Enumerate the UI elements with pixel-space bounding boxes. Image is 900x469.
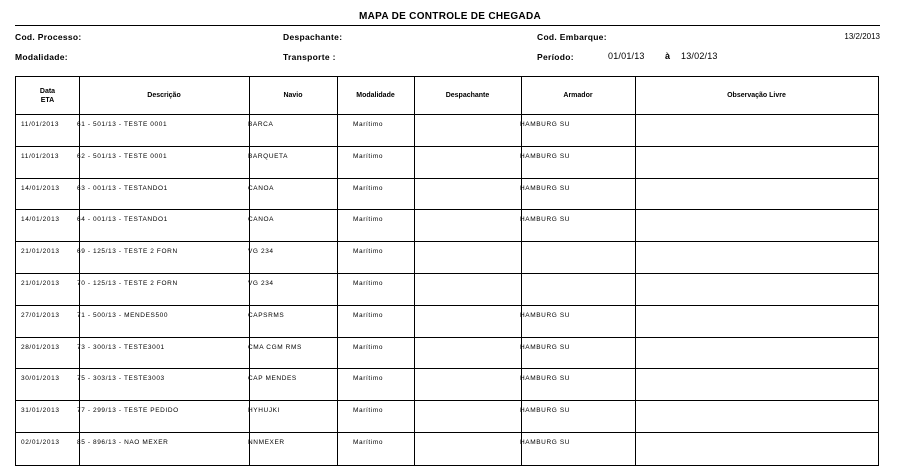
transporte-label: Transporte :: [283, 52, 336, 62]
cell-navio: CANOA: [248, 185, 275, 192]
cell-descricao: 62 - 501/13 - TESTE 0001: [77, 153, 168, 160]
column-divider: [337, 77, 338, 465]
cell-data-eta: 31/01/2013: [21, 407, 60, 414]
row-divider: [16, 432, 878, 433]
cell-modalidade: Marítimo: [353, 153, 384, 160]
periodo-inicio: 01/01/13: [608, 51, 645, 61]
cell-descricao: 77 - 299/13 - TESTE PEDIDO: [77, 407, 179, 414]
header-data-eta-line2: ETA: [40, 96, 55, 104]
cell-armador: HAMBURG SU: [520, 121, 571, 128]
cell-navio: VG 234: [248, 248, 274, 255]
header-modalidade: Modalidade: [356, 92, 395, 99]
cell-navio: HYHUJKI: [248, 407, 281, 414]
cell-modalidade: Marítimo: [353, 216, 384, 223]
row-divider: [16, 368, 878, 369]
cell-modalidade: Marítimo: [353, 407, 384, 414]
modalidade-filter-label: Modalidade:: [15, 52, 68, 62]
cell-armador: HAMBURG SU: [520, 312, 571, 319]
cell-data-eta: 02/01/2013: [21, 439, 60, 446]
row-divider: [16, 241, 878, 242]
cell-data-eta: 14/01/2013: [21, 216, 60, 223]
cell-navio: CAP MENDES: [248, 375, 297, 382]
cell-armador: HAMBURG SU: [520, 216, 571, 223]
row-divider: [16, 337, 878, 338]
cell-descricao: 75 - 303/13 - TESTE3003: [77, 375, 165, 382]
cell-navio: CAPSRMS: [248, 312, 285, 319]
cell-modalidade: Marítimo: [353, 344, 384, 351]
header-data-eta: [16, 77, 79, 114]
title-divider: [15, 25, 880, 26]
periodo-fim: 13/02/13: [681, 51, 718, 61]
cell-descricao: 73 - 300/13 - TESTE3001: [77, 344, 165, 351]
cell-data-eta: 21/01/2013: [21, 248, 60, 255]
header-observacao: Observação Livre: [727, 92, 786, 99]
cell-navio: BARQUETA: [248, 153, 289, 160]
row-divider: [16, 400, 878, 401]
row-divider: [16, 305, 878, 306]
cell-modalidade: Marítimo: [353, 375, 384, 382]
cell-data-eta: 30/01/2013: [21, 375, 60, 382]
header-armador: Armador: [563, 92, 593, 99]
row-divider: [16, 209, 878, 210]
cell-navio: BARCA: [248, 121, 274, 128]
cell-data-eta: 21/01/2013: [21, 280, 60, 287]
cell-modalidade: Marítimo: [353, 248, 384, 255]
cell-armador: HAMBURG SU: [520, 375, 571, 382]
column-divider: [635, 77, 636, 465]
cell-modalidade: Marítimo: [353, 121, 384, 128]
cell-descricao: 61 - 501/13 - TESTE 0001: [77, 121, 168, 128]
cell-armador: HAMBURG SU: [520, 153, 571, 160]
cell-descricao: 85 - 896/13 - NAO MEXER: [77, 439, 169, 446]
header-navio: Navio: [283, 92, 303, 99]
column-divider: [414, 77, 415, 465]
cell-modalidade: Marítimo: [353, 439, 384, 446]
cell-descricao: 64 - 001/13 - TESTANDO1: [77, 216, 168, 223]
cell-data-eta: 27/01/2013: [21, 312, 60, 319]
cell-descricao: 70 - 125/13 - TESTE 2 FORN: [77, 280, 178, 287]
cell-armador: HAMBURG SU: [520, 439, 571, 446]
cell-armador: HAMBURG SU: [520, 185, 571, 192]
cell-navio: CMA CGM RMS: [248, 344, 302, 351]
header-data-eta-line1: Data: [39, 87, 56, 95]
header-descricao: Descrição: [147, 92, 181, 99]
row-divider: [16, 178, 878, 179]
cell-armador: HAMBURG SU: [520, 407, 571, 414]
header-divider: [16, 114, 878, 115]
cod-embarque-label: Cod. Embarque:: [537, 32, 607, 42]
despachante-filter-label: Despachante:: [283, 32, 343, 42]
cell-modalidade: Marítimo: [353, 280, 384, 287]
header-despachante: Despachante: [445, 92, 490, 99]
cell-navio: CANOA: [248, 216, 275, 223]
cell-modalidade: Marítimo: [353, 312, 384, 319]
cell-armador: HAMBURG SU: [520, 344, 571, 351]
cell-navio: VG 234: [248, 280, 274, 287]
report-title: MAPA DE CONTROLE DE CHEGADA: [359, 11, 541, 22]
cell-data-eta: 11/01/2013: [21, 153, 60, 160]
cell-data-eta: 28/01/2013: [21, 344, 60, 351]
row-divider: [16, 146, 878, 147]
arrival-table: [15, 76, 879, 466]
periodo-label: Período:: [537, 52, 574, 62]
row-divider: [16, 273, 878, 274]
cell-data-eta: 11/01/2013: [21, 121, 60, 128]
cell-descricao: 69 - 125/13 - TESTE 2 FORN: [77, 248, 178, 255]
cell-modalidade: Marítimo: [353, 185, 384, 192]
print-date: 13/2/2013: [844, 32, 880, 41]
periodo-separator: à: [665, 51, 671, 61]
cell-descricao: 71 - 500/13 - MENDES500: [77, 312, 169, 319]
cell-data-eta: 14/01/2013: [21, 185, 60, 192]
cell-descricao: 63 - 001/13 - TESTANDO1: [77, 185, 168, 192]
cod-processo-label: Cod. Processo:: [15, 32, 82, 42]
cell-navio: NNMEXER: [248, 439, 285, 446]
